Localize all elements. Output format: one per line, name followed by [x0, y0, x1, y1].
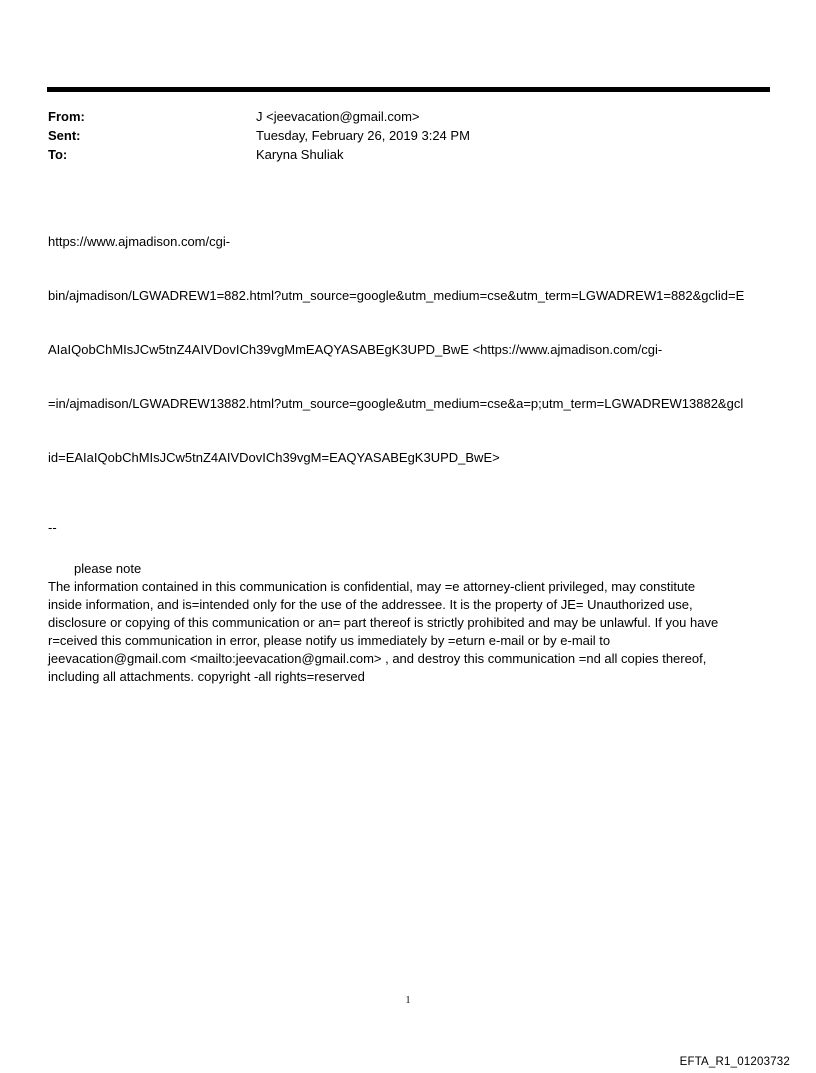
- note-title: please note: [74, 561, 142, 576]
- email-body: [48, 197, 773, 686]
- from-label: From:: [48, 109, 85, 124]
- url-line[interactable]: AIaIQobChMIsJCw5tnZ4AIVDovICh39vgMmEAQYASABEgK3UPD_BwE <https://www.ajmadison.com/cgi-: [48, 342, 663, 357]
- disclaimer-line: inside information, and is=intended only for the use of the addressee. It is the property of JE= Unauthorized use,: [48, 597, 693, 612]
- sent-label: Sent:: [48, 128, 81, 143]
- email-header: [48, 107, 768, 164]
- signature-separator: --: [48, 520, 57, 535]
- confidentiality-disclaimer: [48, 578, 773, 686]
- sent-value: Tuesday, February 26, 2019 3:24 PM: [256, 128, 470, 143]
- url-line[interactable]: =in/ajmadison/LGWADREW13882.html?utm_source=google&utm_medium=cse&a=p;utm_term=LGWADREW13882&gcl: [48, 396, 744, 411]
- sent-row: [48, 126, 768, 145]
- url-block: [48, 197, 773, 503]
- header-divider: [47, 87, 770, 92]
- disclaimer-line: disclosure or copying of this communication or an= part thereof is strictly prohibited and may be unlawful. If you have: [48, 615, 719, 630]
- to-value: Karyna Shuliak: [256, 147, 344, 162]
- to-label: To:: [48, 147, 68, 162]
- bates-number: EFTA_R1_01203732: [679, 1056, 790, 1068]
- page-number: 1: [405, 995, 411, 1006]
- disclaimer-line: r=ceived this communication in error, please notify us immediately by =eturn e-mail or by e-mail to: [48, 633, 611, 648]
- disclaimer-line: including all attachments. copyright -all rights=reserved: [48, 669, 365, 684]
- url-line[interactable]: https://www.ajmadison.com/cgi-: [48, 234, 231, 249]
- url-line[interactable]: bin/ajmadison/LGWADREW1=882.html?utm_source=google&utm_medium=cse&utm_term=LGWADREW1=882&gclid=E: [48, 288, 745, 303]
- to-row: [48, 145, 768, 164]
- from-row: [48, 107, 768, 126]
- disclaimer-line: The information contained in this communication is confidential, may =e attorney-client privileged, may constitute: [48, 579, 696, 594]
- from-value: J <jeevacation@gmail.com>: [256, 109, 420, 124]
- disclaimer-line: jeevacation@gmail.com <mailto:jeevacation@gmail.com> , and destroy this communication =nd all copies thereof,: [48, 651, 707, 666]
- url-line[interactable]: id=EAIaIQobChMIsJCw5tnZ4AIVDovICh39vgM=EAQYASABEgK3UPD_BwE>: [48, 450, 500, 465]
